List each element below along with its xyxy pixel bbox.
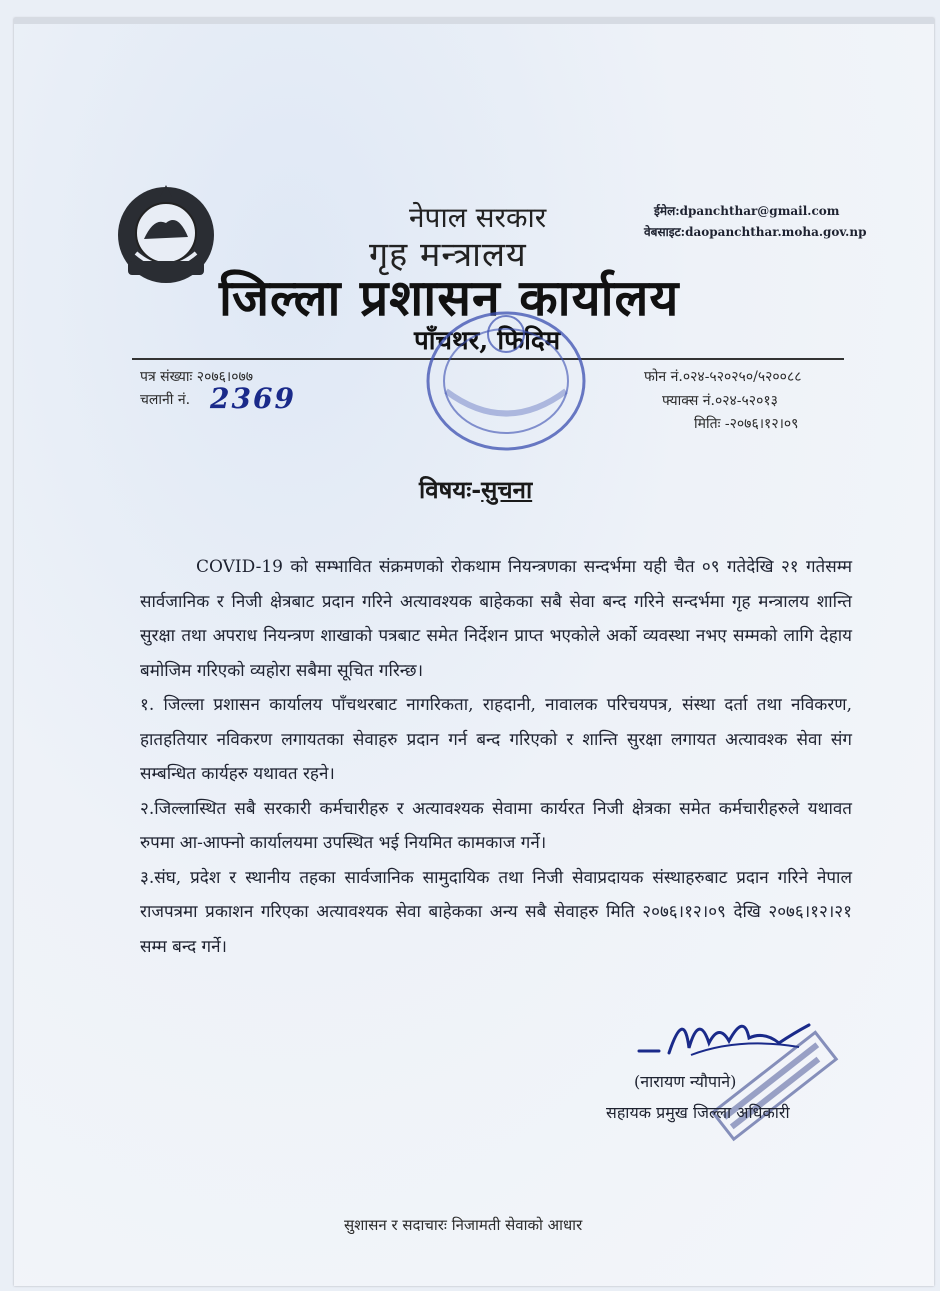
office-location: पाँचथर, फिदिम [414, 326, 561, 356]
subject-title: सुचना [481, 475, 533, 504]
email-address: ईमेल:dpanchthar@gmail.com [654, 204, 840, 218]
point-2: २.जिल्लास्थित सबै सरकारी कर्मचारीहरु र अत्यावश्यक सेवामा कार्यरत निजी क्षेत्रका समेत कर्मचारीहरुले यथावत रुपमा आ-आफ्नो कार्यालयमा उपस्थित भई नियमित कामकाज गर्ने। [140, 798, 852, 853]
office-stamp-icon [406, 296, 606, 466]
nepal-emblem-icon [114, 183, 218, 287]
signatory-name: (नारायण न्यौपाने) [634, 1072, 737, 1091]
letter-date: मितिः -२०७६।१२।०९ [694, 416, 799, 432]
fax-number: फ्याक्स नं.०२४-५२०१३ [662, 393, 778, 409]
signatory-title: सहायक प्रमुख जिल्ला अधिकारी [606, 1103, 790, 1122]
subject-prefix: विषयः- [419, 475, 482, 504]
office-heading: जिल्ला प्रशासन कार्यालय [219, 268, 680, 327]
dispatch-number: 2369 [210, 382, 296, 415]
point-3: ३.संघ, प्रदेश र स्थानीय तहका सार्वजानिक सामुदायिक तथा निजी सेवाप्रदायक संस्थाहरुबाट प्रदान गरिने नेपाल राजपत्रमा प्रकाशन गरिएका अत्यावश्यक सेवा बाहेकका अन्य सबै सेवाहरु मिति २०७६।१२।०९ देखि २०७६।१२।२१ सम्म बन्द गर्ने। [140, 867, 852, 957]
footer-motto: सुशासन र सदाचारः निजामती सेवाको आधार [344, 1216, 583, 1234]
notice-body [140, 550, 852, 964]
point-1: १. जिल्ला प्रशासन कार्यालय पाँचथरबाट नागरिकता, राहदानी, नावालक परिचयपत्र, संस्था दर्ता तथा नविकरण, हातहतियार नविकरण लगायतका सेवाहरु प्रदान गर्न बन्द गरिएको र शान्ति सुरक्षा लगायत अत्यावश्क सेवा संग सम्बन्धित कार्यहरु यथावत रहने। [140, 695, 852, 784]
dispatch-label: चलानी नं. [140, 392, 191, 408]
letter-number: पत्र संख्याः २०७६।०७७ [140, 369, 254, 385]
government-heading: नेपाल सरकार [409, 201, 547, 234]
website-address: वेबसाइट:daopanchthar.moha.gov.np [644, 225, 867, 239]
page-edge [14, 18, 934, 24]
ministry-heading: गृह मन्त्रालय [369, 235, 527, 275]
intro-paragraph: COVID-19 को सम्भावित संक्रमणको रोकथाम नियन्त्रणका सन्दर्भमा यही चैत ०९ गतेदेखि २१ गतेसम्म सार्वजानिक र निजी क्षेत्रबाट प्रदान गरिने अत्यावश्यक बाहेकका सबै सेवा बन्द गरिने सन्दर्भमा गृह मन्त्रालय शान्ति सुरक्षा तथा अपराध नियन्त्रण शाखाको पत्रबाट समेत निर्देशन प्राप्त भएकोले अर्को व्यवस्था नभए सम्मको लागि देहाय बमोजिम गरिएको व्यहोरा सबैमा सूचित गरिन्छ। [140, 557, 852, 681]
phone-number: फोन नं.०२४-५२०२५०/५२००८८ [644, 369, 802, 385]
subject-line [419, 473, 532, 506]
letter-sheet [14, 18, 934, 1286]
